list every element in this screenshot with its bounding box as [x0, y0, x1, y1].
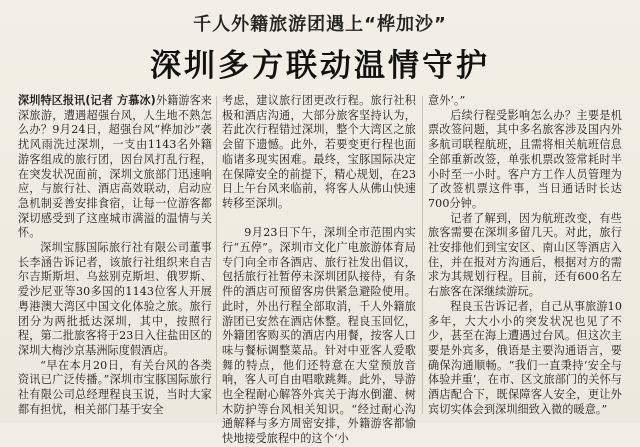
- column-divider: [422, 96, 423, 414]
- article-headline: 深圳多方联动温情守护: [150, 48, 490, 84]
- article-paragraph: 考虑，建议旅行团更改行程。旅行社积极和酒店沟通，大部分旅客坚持认为，若此次行程错过深圳，整个大湾区之旅会留下遗憾。此外，若要变更行程也面临诸多现实困难。最终，宝豚国际决定在保障安全的前提下，精心规划，在23日上午台风来临前，将客人从佛山快速转移至深圳。: [222, 94, 416, 210]
- paragraph-text: 外籍游客来深旅游，遭遇超强台风，人生地不熟怎么办？9月24日，超强台风“桦加沙”袭扰风雨洗过深圳，一支由1143名外籍游客组成的旅行团，因台风打乱行程，在突发状况面前，深圳文旅部门迅速响应，与旅行社、酒店高效联动，启动应急机制妥善安排食宿，让每一位游客都深切感受到了这座城市满溢的温情与关怀。: [18, 94, 212, 240]
- article-paragraph: 深圳宝豚国际旅行社有限公司董事长李涵告诉记者，该旅行社组织来自吉尔吉斯斯坦、乌兹别克斯坦、俄罗斯、爱沙尼亚等30多国的1143位客人开展粤港澳大湾区中国文化体验之旅。旅行团分为两批抵达深圳，其中，按照行程，第二批旅客将于23日入住盐田区的深圳大梅沙京基洲际度假酒店。: [18, 241, 212, 357]
- article-paragraph: 意外’。”: [428, 94, 466, 107]
- article-paragraph: [18, 94, 212, 241]
- article-paragraph: 程良玉告诉记者，自己从事旅游10多年，大大小小的突发状况也见了不少，甚至在海上遭遇过台风。但这次主要是外宾多，俄语是主要沟通语言，要确保沟通顺畅。“我们一直秉持‘安全与体验并重’，在市、区文旅部门的关怀与酒店配合下，既保障客人安全，更让外宾切实体会到深圳细致入微的暖意。”: [428, 299, 622, 416]
- column-divider: [216, 96, 217, 414]
- article-column-3: [428, 94, 622, 416]
- article-paragraph: 记者了解到，因为航班改变，有些旅客需要在深圳多留几天。对此，旅行社安排他们到宝安区、南山区等酒店入住，并在报对方沟通后，根据对方的需求为其规划行程。目前，还有600名左右旅客在深继续游玩。: [428, 211, 622, 299]
- article-byline: 深圳特区报讯(记者 方慕冰): [18, 94, 156, 107]
- article-paragraph: 9月23日下午，深圳全市范围内实行“五停”。深圳市文化广电旅游体育局专门向全市各酒店、旅行社发出倡议，包括旅行社暂停未深圳团队接待，有条件的酒店可预留客房供紧急避险使用。此时，外出行程全部取消，千人外籍旅游团已安然在酒店休整。程良玉回忆，外籍团客购买的酒店内用餐，按客人口味与餐标调整菜品。针对中亚客人爱歌舞的特点，他们还特意在大堂预放音响，客人可自由唱歌跳舞。此外，导游也全程耐心解答外宾关于海水倒灌、树木防护等台风相关知识。“经过耐心沟通解释与多方周密安排，外籍游客都愉快地接受旅程中的这个‘小: [222, 226, 416, 446]
- article-paragraph: “早在本月20日，有关台风的各类资讯已广泛传播。”深圳市宝豚国际旅行社有限公司总经理程良玉说，当时大家都有担忧，相关部门基于安全: [18, 358, 212, 416]
- paragraph-spacer: [222, 212, 416, 227]
- article-column-2: [222, 94, 416, 446]
- article-column-1: [18, 94, 212, 416]
- article-paragraph: 后续行程受影响怎么办？主要是机票改签问题，其中多名旅客涉及国内外多航司联程航班，且需将相关航班信息全部重新改签，单张机票改签常耗时半小时至一小时。客户方工作人员管理为了改签机票这件事，当日通话时长达700分钟。: [428, 108, 622, 210]
- article-subtitle: 千人外籍旅游团遇上“桦加沙”: [193, 14, 447, 35]
